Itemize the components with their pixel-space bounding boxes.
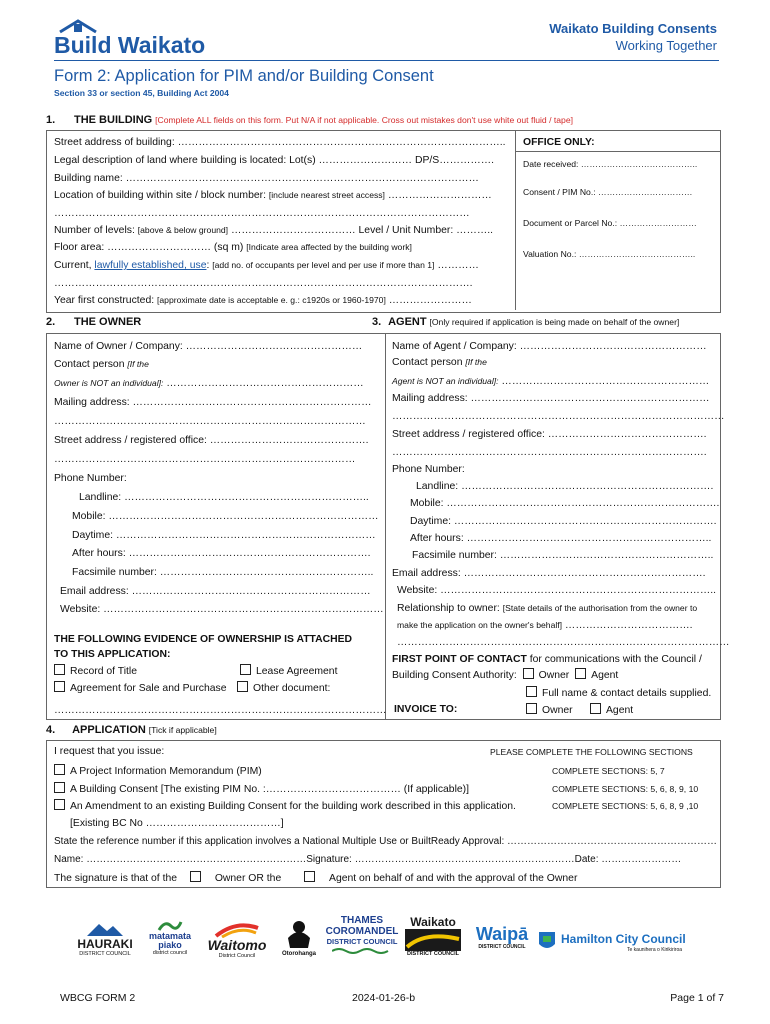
header-divider bbox=[54, 60, 719, 61]
s4-bc: A Building Consent [The existing PIM No. :………………………………… (If applicable)] bbox=[70, 784, 470, 795]
s3-num: 3. bbox=[372, 316, 382, 328]
s1-location-line2[interactable]: ………………………………………………………………………………………………………… bbox=[54, 208, 470, 219]
s1-legal[interactable]: Legal description of land where building is located: Lot(s) ……………………… DP/S……………. bbox=[54, 155, 495, 166]
s3-contact-1: Contact person bbox=[392, 357, 463, 368]
s4-sig-agent: Agent on behalf of and with the approval of the Owner bbox=[329, 873, 578, 884]
hamilton-emblem-icon bbox=[537, 930, 557, 952]
otorohanga-name: Otorohanga bbox=[282, 951, 316, 957]
otorohanga-bird-icon bbox=[284, 918, 314, 950]
s3-fpoc-2: Building Consent Authority: bbox=[392, 670, 517, 681]
waikato-sub: DISTRICT COUNCIL bbox=[407, 951, 459, 957]
s2-contact-2-note: Owner is NOT an individual]: bbox=[54, 378, 164, 388]
s1-location-note: [include nearest street access] bbox=[268, 190, 385, 200]
invoice-agent-checkbox[interactable] bbox=[590, 703, 601, 714]
s3-name[interactable]: Name of Agent / Company: ……………………………………………… bbox=[392, 341, 707, 352]
pim-checkbox[interactable] bbox=[54, 764, 65, 775]
s3-mobile[interactable]: Mobile: ……………………………………………………………………. bbox=[410, 498, 720, 509]
s2-street-2[interactable]: …………………………………………………………………………… bbox=[54, 454, 356, 465]
invoice-owner-checkbox[interactable] bbox=[526, 703, 537, 714]
s1-use-row[interactable] bbox=[54, 259, 479, 272]
waipa-logo bbox=[472, 924, 532, 951]
fpoc-owner-checkbox[interactable] bbox=[523, 668, 534, 679]
s3-contact-2-dots: …………………………………………………… bbox=[501, 376, 710, 387]
s1-use-link[interactable]: lawfully established, use bbox=[94, 260, 207, 271]
brand-build: Build bbox=[54, 32, 112, 58]
s2-other-row[interactable] bbox=[237, 681, 330, 695]
s3-website[interactable]: Website: …………………………………………………………………….. bbox=[397, 585, 717, 596]
s1-use-dots: ………… bbox=[437, 260, 479, 271]
s1-use-prefix: Current, bbox=[54, 260, 95, 271]
s2-other-line[interactable]: …………………………………………………………………………………… bbox=[54, 705, 387, 716]
build-waikato-logo bbox=[54, 18, 234, 58]
s2-mobile[interactable]: Mobile: …………………………………………………………………… bbox=[72, 511, 379, 522]
s4-sig-row bbox=[54, 871, 577, 885]
hamilton-name: Hamilton City Council bbox=[561, 932, 686, 946]
header-tagline-2: Working Together bbox=[615, 38, 717, 53]
s3-fullname-row[interactable] bbox=[526, 686, 711, 700]
s3-street[interactable]: Street address / registered office: ………………………………………. bbox=[392, 429, 707, 440]
s1-floor-row[interactable] bbox=[54, 241, 412, 254]
agreement-checkbox[interactable] bbox=[54, 681, 65, 692]
s4-name-sig[interactable]: Name: …………………………………………………………Signature: …………………………………………………………Date: …………………… bbox=[54, 854, 682, 865]
office-doc: Document or Parcel No.: ……………………… bbox=[523, 218, 697, 228]
s2-fax[interactable]: Facsimile number: …………………………………………………….. bbox=[72, 567, 374, 578]
thames-waves-icon bbox=[332, 947, 392, 955]
s2-contact-1: Contact person bbox=[54, 359, 125, 370]
s4-bc-sections: COMPLETE SECTIONS: 5, 6, 8, 9, 10 bbox=[552, 784, 699, 794]
office-title: OFFICE ONLY: bbox=[523, 137, 595, 148]
s2-other: Other document: bbox=[253, 683, 331, 694]
s3-phone: Phone Number: bbox=[392, 464, 465, 475]
s1-levels-rest: ……………………………… Level / Unit Number: ……….. bbox=[230, 225, 494, 236]
s1-levels: Number of levels: bbox=[54, 225, 135, 236]
s3-daytime[interactable]: Daytime: …………………………………………………………………. bbox=[410, 516, 717, 527]
waitomo-logo bbox=[202, 920, 272, 960]
hauraki-logo bbox=[70, 920, 140, 958]
s1-heading: THE BUILDING bbox=[74, 114, 153, 126]
s3-relationship-line[interactable]: …………………………………………………………………………………… bbox=[397, 637, 730, 648]
s2-agreement-row[interactable] bbox=[54, 681, 227, 695]
s3-relationship: Relationship to owner: bbox=[397, 603, 500, 614]
s3-fpoc-row bbox=[392, 653, 702, 666]
waikato-name: Waikato bbox=[410, 915, 456, 929]
footer-date: 2024-01-26-b bbox=[352, 992, 416, 1004]
fpoc-owner: Owner bbox=[538, 670, 570, 681]
s1-year-note: [approximate date is acceptable e. g.: c1920s or 1960-1970] bbox=[157, 295, 386, 305]
s4-amend: An Amendment to an existing Building Consent for the building work described in this application. bbox=[70, 801, 516, 812]
s1-levels-note: [above & below ground] bbox=[137, 225, 229, 235]
s3-fpoc-rest: for communications with the Council / bbox=[526, 654, 702, 665]
hauraki-mountain-icon bbox=[85, 920, 125, 938]
waitomo-swoosh-icon bbox=[212, 920, 262, 938]
s3-landline[interactable]: Landline: ………………………………………………………………. bbox=[416, 481, 714, 492]
s3-street-2[interactable]: ………………………………………………………………………………. bbox=[392, 447, 707, 458]
amendment-checkbox[interactable] bbox=[54, 799, 65, 810]
s2-name[interactable]: Name of Owner / Company: …………………………………………… bbox=[54, 341, 363, 352]
s2-landline[interactable]: Landline: …………………………………………………………….. bbox=[79, 492, 369, 503]
s4-num: 4. bbox=[46, 724, 56, 736]
s2-after[interactable]: After hours: ……………………………………………………………. bbox=[72, 548, 371, 559]
waipa-sub: DISTRICT COUNCIL bbox=[478, 944, 526, 950]
office-consent: Consent / PIM No.: …………………………… bbox=[523, 187, 693, 197]
s1-building-name[interactable]: Building name: ………………………………………………………………………………………… bbox=[54, 173, 479, 184]
s3-mailing-2[interactable]: …………………………………………………………………………………… bbox=[392, 411, 725, 422]
s2-email[interactable]: Email address: …………………………………………………………… bbox=[60, 586, 371, 597]
header-tagline-1: Waikato Building Consents bbox=[549, 21, 717, 36]
s3-relationship-row-2[interactable] bbox=[397, 619, 693, 632]
s3-contact-1-row[interactable] bbox=[392, 356, 487, 369]
sig-agent-checkbox[interactable] bbox=[304, 871, 315, 882]
s2-heading: THE OWNER bbox=[74, 316, 142, 328]
s4-complete-header: PLEASE COMPLETE THE FOLLOWING SECTIONS bbox=[490, 747, 693, 757]
s2-website[interactable]: Website: ……………………………………………………………………… bbox=[60, 604, 384, 615]
s4-bc-row[interactable] bbox=[54, 782, 469, 796]
s1-heading-row bbox=[74, 114, 573, 127]
matamata-logo bbox=[141, 918, 199, 957]
s3-contact-1-note: [If the bbox=[465, 357, 487, 367]
s4-note: [Tick if applicable] bbox=[148, 725, 217, 735]
s1-floor: Floor area: ………………………… (sq m) bbox=[54, 242, 244, 253]
s4-heading: APPLICATION bbox=[72, 724, 146, 736]
s3-relationship-note-2: make the application on the owner's behalf] bbox=[397, 620, 563, 630]
s2-record-row[interactable] bbox=[54, 664, 137, 678]
waitomo-name: Waitomo bbox=[207, 937, 267, 953]
invoice-owner: Owner bbox=[542, 705, 573, 716]
s3-relationship-note: [State details of the authorisation from the owner to bbox=[502, 603, 698, 613]
s1-year-row[interactable] bbox=[54, 294, 472, 307]
s1-street[interactable]: Street address of building: ………………………………………………………………………………….. bbox=[54, 137, 506, 148]
s4-pim: A Project Information Memorandum (PIM) bbox=[70, 766, 262, 777]
other-document-checkbox[interactable] bbox=[237, 681, 248, 692]
s1-num: 1. bbox=[46, 114, 56, 126]
s3-invoice: INVOICE TO: bbox=[394, 704, 458, 715]
office-title-divider bbox=[515, 151, 721, 152]
s2-contact-1-row[interactable] bbox=[54, 358, 149, 371]
s2-street[interactable]: Street address / registered office: ………………………………………. bbox=[54, 435, 369, 446]
s3-invoice-agent-row[interactable] bbox=[590, 703, 633, 717]
s2-daytime[interactable]: Daytime: ………………………………………………………………… bbox=[72, 530, 376, 541]
s4-sig-is: The signature is that of the bbox=[54, 873, 178, 884]
form-subtitle: Section 33 or section 45, Building Act 2004 bbox=[54, 88, 229, 98]
s4-heading-row bbox=[46, 724, 217, 737]
s2-contact-1-note: [If the bbox=[127, 359, 149, 369]
matamata-wave-icon bbox=[157, 918, 183, 932]
s1-year: Year first constructed: bbox=[54, 295, 155, 306]
s4-amend-sections: COMPLETE SECTIONS: 5, 6, 8, 9 ,10 bbox=[552, 801, 699, 811]
s3-contact-2-note: Agent is NOT an individual]: bbox=[392, 376, 499, 386]
s1-levels-row[interactable] bbox=[54, 224, 493, 237]
s3-relationship-dots: ………………………………. bbox=[564, 620, 693, 631]
s1-location-row[interactable] bbox=[54, 189, 492, 202]
s3-fullname: Full name & contact details supplied. bbox=[542, 688, 712, 699]
s3-fax[interactable]: Facsimile number: …………………………………………………….. bbox=[412, 550, 714, 561]
thames-coromandel-logo bbox=[323, 915, 401, 955]
s2-s3-divider bbox=[385, 333, 386, 720]
fullname-checkbox[interactable] bbox=[526, 686, 537, 697]
s1-use-line2[interactable]: …………………………………………………………………………………………………………. bbox=[54, 278, 473, 289]
waikato-district-logo bbox=[400, 916, 466, 958]
s4-sig-owner: Owner OR the bbox=[214, 873, 282, 884]
matamata-name: matamata piako bbox=[148, 931, 192, 950]
s3-mailing[interactable]: Mailing address: …………………………………………………………… bbox=[392, 393, 710, 404]
thames-name-1: THAMES bbox=[340, 915, 384, 926]
s2-evidence-2: TO THIS APPLICATION: bbox=[54, 649, 171, 660]
waitomo-sub: District Council bbox=[218, 953, 256, 959]
s4-request: I request that you issue: bbox=[54, 746, 165, 757]
office-date: Date received: ………………………………….. bbox=[523, 159, 698, 169]
s3-email[interactable]: Email address: ……………………………………………………………. bbox=[392, 568, 706, 579]
otorohanga-logo bbox=[275, 918, 323, 958]
s2-lease-row[interactable] bbox=[240, 664, 337, 678]
s2-record: Record of Title bbox=[70, 666, 137, 677]
brand-waikato: Waikato bbox=[111, 32, 206, 58]
s1-location-dots: ………………………… bbox=[387, 190, 492, 201]
s1-use-note: [add no. of occupants per level and per use if more than 1] bbox=[212, 260, 435, 270]
waipa-name: Waipā bbox=[475, 924, 529, 944]
s3-after[interactable]: After hours: …………………………………………………………….. bbox=[410, 533, 712, 544]
sig-owner-checkbox[interactable] bbox=[190, 871, 201, 882]
lease-agreement-checkbox[interactable] bbox=[240, 664, 251, 675]
s3-contact-2-row[interactable] bbox=[392, 375, 709, 388]
office-valuation: Valuation No.: ………………………………….. bbox=[523, 249, 696, 259]
record-of-title-checkbox[interactable] bbox=[54, 664, 65, 675]
s2-mailing[interactable]: Mailing address: …………………………………………………………… bbox=[54, 397, 372, 408]
fpoc-agent-checkbox[interactable] bbox=[575, 668, 586, 679]
footer-form: WBCG FORM 2 bbox=[60, 992, 136, 1004]
s2-contact-2-dots: ………………………………………………… bbox=[166, 378, 364, 389]
s2-num: 2. bbox=[46, 316, 56, 328]
s2-phone: Phone Number: bbox=[54, 473, 127, 484]
s4-existing[interactable]: [Existing BC No …………………………………] bbox=[70, 818, 284, 829]
hauraki-name: HAURAKI bbox=[77, 937, 133, 951]
hamilton-sub: Te kaunihera o Kirikiriroa bbox=[627, 947, 683, 953]
s2-lease: Lease Agreement bbox=[256, 666, 338, 677]
footer-page: Page 1 of 7 bbox=[670, 992, 724, 1004]
thames-name-2: COROMANDEL bbox=[325, 926, 399, 937]
s3-heading: AGENT bbox=[388, 316, 427, 328]
s4-amend-row[interactable] bbox=[54, 799, 516, 813]
form-title: Form 2: Application for PIM and/or Building Consent bbox=[54, 67, 434, 85]
s1-use-suffix: : bbox=[206, 260, 210, 271]
s2-agreement: Agreement for Sale and Purchase bbox=[70, 683, 227, 694]
hauraki-sub: DISTRICT COUNCIL bbox=[79, 951, 131, 957]
s1-note: [Complete ALL fields on this form. Put N/A if not applicable. Cross out mistakes don't use white out fluid / tape] bbox=[155, 115, 573, 125]
s1-year-dots: …………………… bbox=[388, 295, 472, 306]
s3-fpoc-row-2 bbox=[392, 668, 618, 682]
s1-location: Location of building within site / block number: bbox=[54, 190, 266, 201]
s1-floor-note: [Indicate area affected by the building work] bbox=[246, 242, 412, 252]
s4-pim-sections: COMPLETE SECTIONS: 5, 7 bbox=[552, 766, 665, 776]
matamata-sub: district council bbox=[152, 950, 188, 956]
s2-contact-2-row[interactable] bbox=[54, 377, 364, 390]
office-divider bbox=[515, 130, 516, 310]
thames-name-3: DISTRICT COUNCIL bbox=[326, 937, 398, 946]
s2-mailing-2[interactable]: ……………………………………………………………………………… bbox=[54, 416, 366, 427]
s4-state-ref[interactable]: State the reference number if this application involves a National Multiple Use or BuiltReady Approval: ……………………………………………………… bbox=[54, 836, 718, 847]
s3-heading-row bbox=[372, 316, 679, 329]
s2-evidence-1: THE FOLLOWING EVIDENCE OF OWNERSHIP IS ATTACHED bbox=[54, 634, 353, 645]
building-consent-checkbox[interactable] bbox=[54, 782, 65, 793]
s3-relationship-row[interactable] bbox=[397, 602, 697, 615]
fpoc-agent: Agent bbox=[591, 670, 619, 681]
invoice-agent: Agent bbox=[606, 705, 634, 716]
s3-invoice-owner-row[interactable] bbox=[526, 703, 573, 717]
s3-note: [Only required if application is being made on behalf of the owner] bbox=[429, 317, 680, 327]
s4-pim-row[interactable] bbox=[54, 764, 262, 778]
waikato-river-icon bbox=[405, 929, 461, 951]
s3-fpoc-bold: FIRST POINT OF CONTACT bbox=[392, 654, 527, 665]
